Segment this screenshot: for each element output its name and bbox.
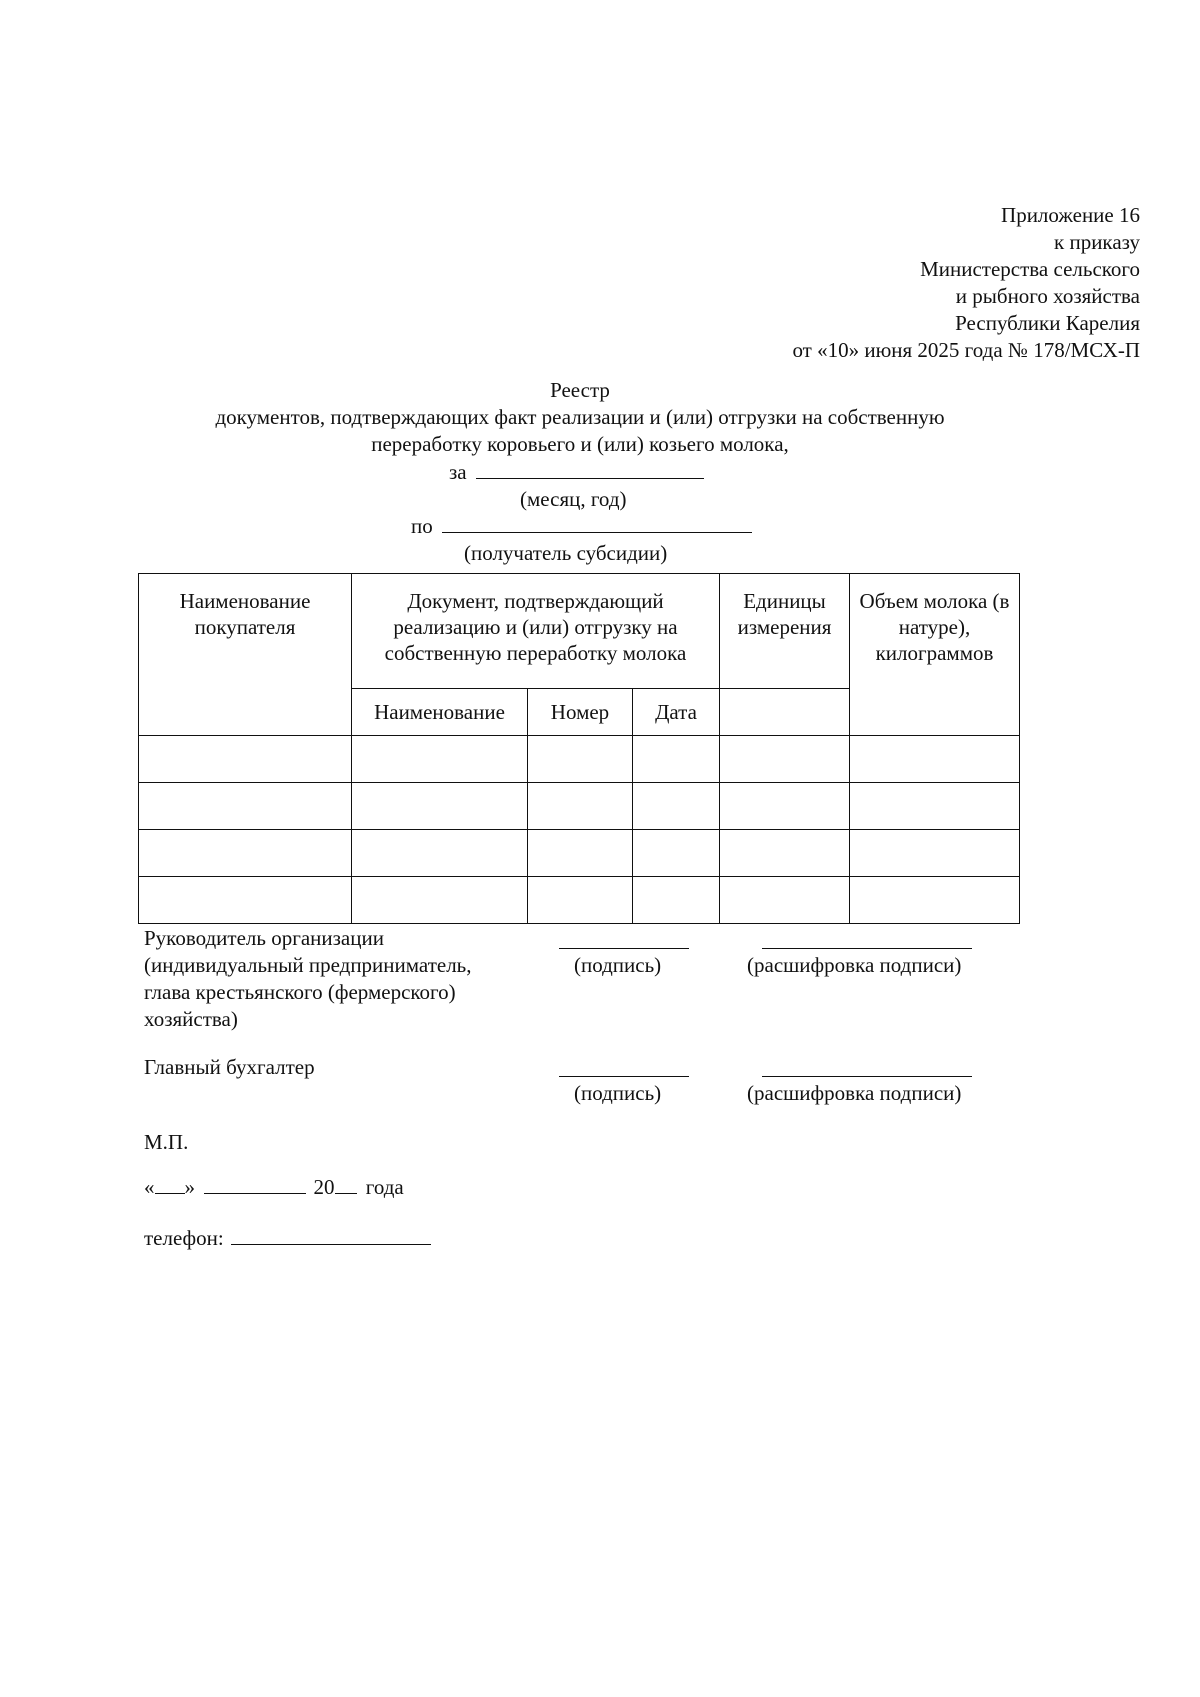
table-row (139, 783, 1020, 830)
accountant-decode-caption: (расшифровка подписи) (747, 1081, 962, 1105)
table-cell[interactable] (633, 783, 720, 830)
recipient-label: по (411, 514, 433, 538)
date-year-field[interactable] (335, 1175, 357, 1194)
date-day-field[interactable] (155, 1175, 185, 1194)
table-cell[interactable] (850, 830, 1020, 877)
period-field[interactable] (476, 460, 704, 479)
head-signature-caption: (подпись) (574, 953, 662, 977)
table-cell[interactable] (720, 736, 850, 783)
appendix-line: и рыбного хозяйства (955, 284, 1140, 308)
table-cell[interactable] (850, 783, 1020, 830)
period-label: за (449, 460, 467, 484)
header-units: Единицы измерения (720, 574, 850, 689)
appendix-line: Приложение 16 (1001, 203, 1140, 227)
table-cell[interactable] (720, 783, 850, 830)
table-cell[interactable] (850, 877, 1020, 924)
period-row (449, 460, 704, 485)
table-cell[interactable] (352, 736, 528, 783)
table-cell[interactable] (633, 830, 720, 877)
table-cell[interactable] (528, 830, 633, 877)
table-cell[interactable] (633, 877, 720, 924)
stamp-label: М.П. (144, 1130, 189, 1154)
header-buyer-name: Наименование покупателя (139, 574, 352, 736)
table-cell[interactable] (528, 783, 633, 830)
table-cell[interactable] (352, 783, 528, 830)
appendix-line: от «10» июня 2025 года № 178/МСХ-П (792, 338, 1140, 362)
header-doc-date: Дата (633, 689, 720, 736)
table-cell[interactable] (528, 877, 633, 924)
header-doc-name: Наименование (352, 689, 528, 736)
head-signatory-line: (индивидуальный предприниматель, (144, 953, 472, 977)
table-cell[interactable] (720, 830, 850, 877)
table-cell[interactable] (850, 736, 1020, 783)
accountant-label: Главный бухгалтер (144, 1055, 315, 1079)
document-subtitle-line: переработку коровьего и (или) козьего молока, (371, 432, 789, 456)
phone-row (144, 1226, 431, 1251)
table-cell[interactable] (139, 783, 352, 830)
register-table (138, 573, 1020, 924)
recipient-caption: (получатель субсидии) (464, 541, 668, 565)
appendix-block (792, 202, 1140, 364)
table-row (139, 877, 1020, 924)
table-cell[interactable] (633, 736, 720, 783)
header-doc-number: Номер (528, 689, 633, 736)
head-signatory-line: хозяйства) (144, 1007, 238, 1031)
date-suffix: года (365, 1175, 404, 1199)
date-open-quote: « (144, 1175, 155, 1199)
document-title: Реестр (550, 378, 610, 402)
table-cell[interactable] (139, 736, 352, 783)
head-signatory-line: глава крестьянского (фермерского) (144, 980, 456, 1004)
header-milk-volume: Объем молока (в натуре), килограммов (850, 574, 1020, 736)
table-cell[interactable] (139, 830, 352, 877)
table-cell[interactable] (720, 877, 850, 924)
header-units-blank (720, 689, 850, 736)
head-decode-caption: (расшифровка подписи) (747, 953, 962, 977)
phone-label: телефон: (144, 1226, 224, 1250)
accountant-decode-line[interactable] (762, 1076, 972, 1077)
recipient-field[interactable] (442, 514, 752, 533)
head-signature-line[interactable] (559, 948, 689, 949)
head-signatory (144, 925, 472, 1033)
appendix-line: Республики Карелия (955, 311, 1140, 335)
table-cell[interactable] (352, 877, 528, 924)
table-cell[interactable] (352, 830, 528, 877)
document-subtitle-line: документов, подтверждающих факт реализации и (или) отгрузки на собственную (215, 405, 945, 429)
recipient-row (411, 514, 752, 539)
table-row (139, 736, 1020, 783)
date-year-prefix: 20 (313, 1175, 335, 1199)
table-cell[interactable] (528, 736, 633, 783)
appendix-line: к приказу (1054, 230, 1140, 254)
table-row (139, 830, 1020, 877)
date-close-quote: » (184, 1175, 195, 1199)
phone-field[interactable] (231, 1226, 431, 1245)
accountant-signature-line[interactable] (559, 1076, 689, 1077)
accountant-signature-caption: (подпись) (574, 1081, 662, 1105)
table-cell[interactable] (139, 877, 352, 924)
head-decode-line[interactable] (762, 948, 972, 949)
date-row (144, 1175, 404, 1200)
header-document: Документ, подтверждающий реализацию и (или) отгрузку на собственную переработку молока (352, 574, 720, 689)
head-signatory-line: Руководитель организации (144, 926, 384, 950)
appendix-line: Министерства сельского (920, 257, 1140, 281)
period-caption: (месяц, год) (520, 487, 627, 511)
date-month-field[interactable] (204, 1175, 306, 1194)
